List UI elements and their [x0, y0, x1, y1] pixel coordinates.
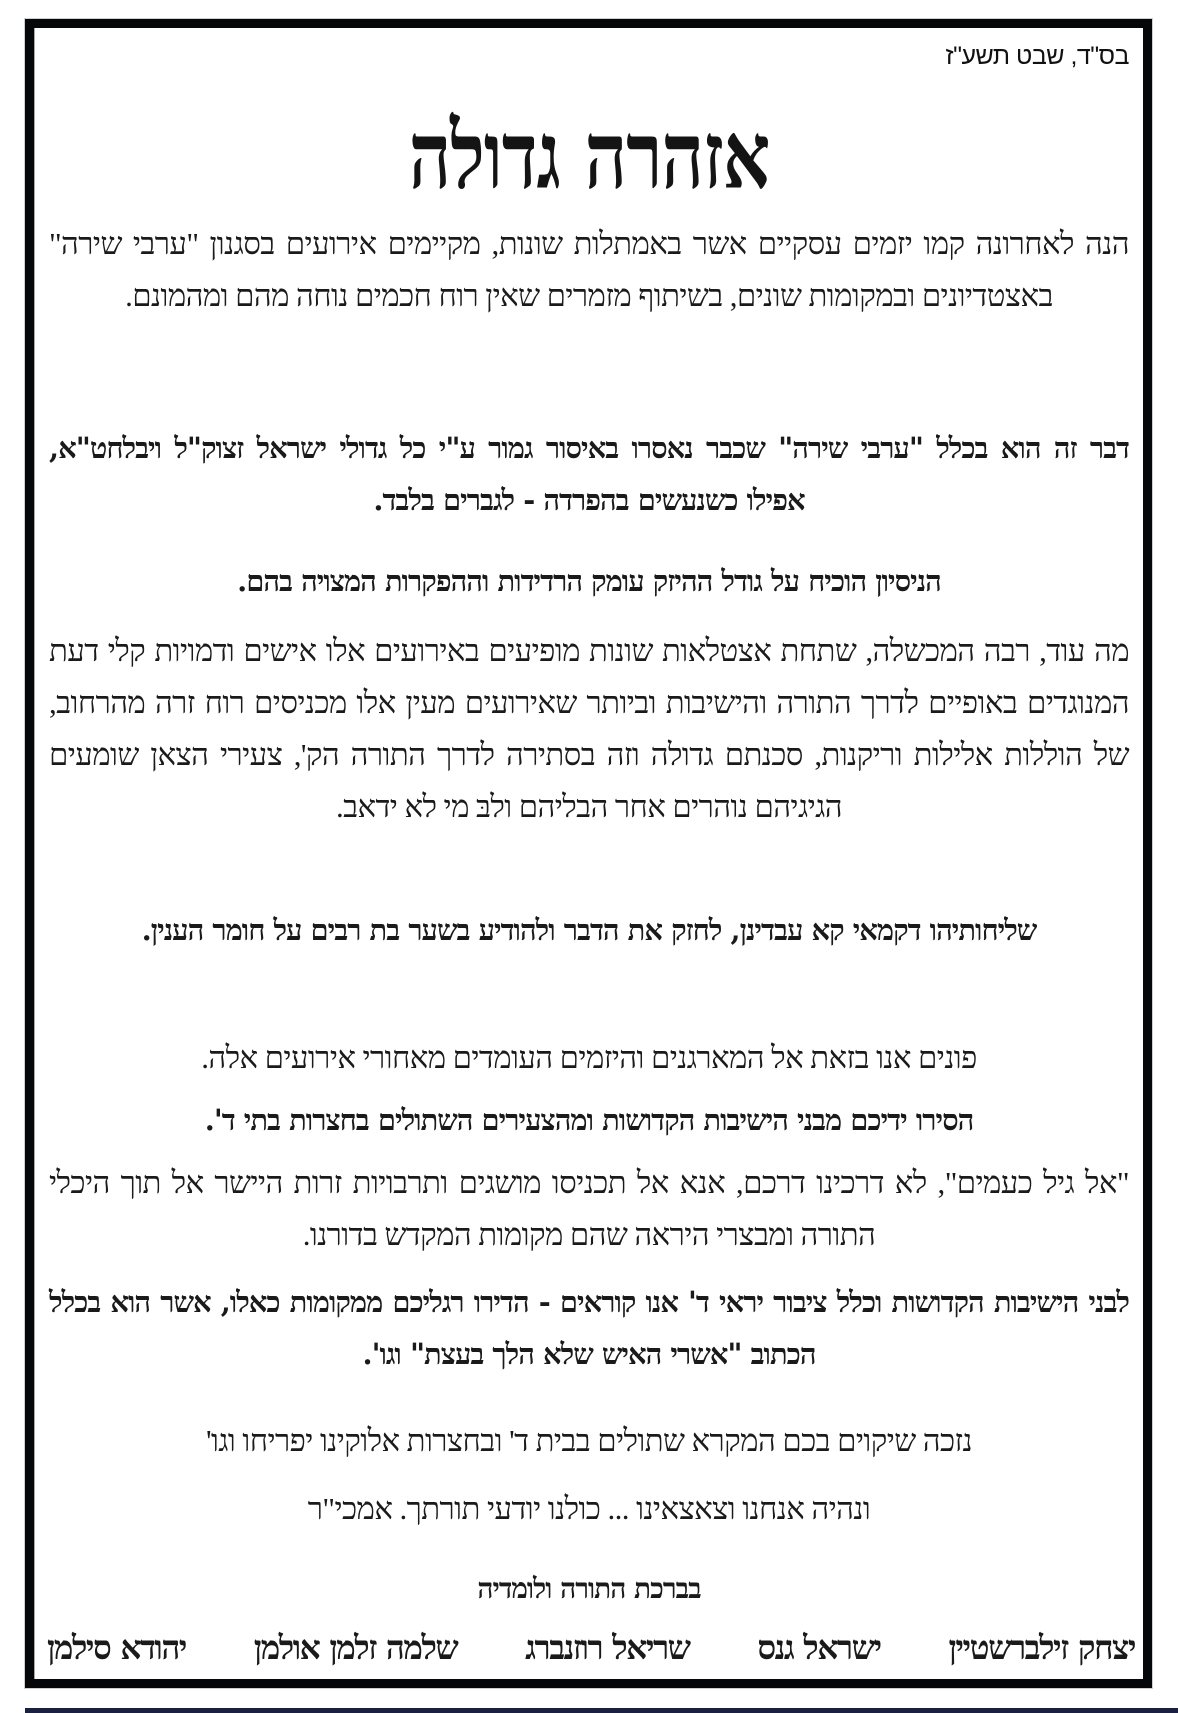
- paragraph-mission: שליחותיהו דקמאי קא עבדינן, לחזק את הדבר ולהודיע בשער בת רבים על חומר הענין.: [141, 913, 1037, 947]
- paragraph-intro: הנה לאחרונה קמו יזמים עסקיים אשר באמתלות שונות, מקיימים אירועים בסגנון "ערבי שירה" באצטדיונים ובמקומות שונים, בשיתוף מזמרים שאין רוח חכמים נוחה מהם ומהמונם.: [49, 226, 1129, 313]
- paragraph-remove-hands: הסירו ידיכם מבני הישיבות הקדושות ומהצעירים השתולים בחצרות בתי ד'.: [204, 1103, 974, 1137]
- paragraph-experience: הניסיון הוכיח על גודל ההיזק עומק הרדידות וההפקרות המצויה בהם.: [237, 564, 941, 598]
- paragraph-prohibition: דבר זה הוא בכלל "ערבי שירה" שכבר נאסרו באיסור גמור ע"י כל גדולי ישראל זצוק"ל ויבלחט"א, אפילו כשנעשים בהפרדה - לגברים בלבד.: [49, 431, 1129, 517]
- signatory-name: יצחק זילברשטיין: [948, 1628, 1135, 1667]
- header-date: בס"ד, שבט תשע"ז: [945, 42, 1129, 70]
- paragraph-concerns: מה עוד, רבה המכשלה, שתחת אצטלאות שונות מופיעים באירועים אלו אישים ודמויות קלי דעת המנוגדים באופיים לדרך התורה והישיבות וביותר שאירועים מעין אלו מכניסים רוח זרה מהרחוב, של הוללות אלילות וריקנות, סכנתם גדולה וזה בסתירה לדרך התורה הק', צעירי הצאן שומעים הגיגיהם נוהרים אחר הבליהם ולבּ מי לא ידאב.: [49, 633, 1129, 824]
- notice-frame-outer: [25, 19, 1152, 1688]
- closing-line: בברכת התורה ולומדיה: [477, 1572, 701, 1605]
- paragraph-foreign-culture: "אל גיל כעמים", לא דרכינו דרכם, אנא אל תכניסו מושגים ותרבויות זרות היישר אל תוך היכלי התורה ומבצרי היראה שהם מקומות המקדש בדורנו.: [49, 1165, 1129, 1252]
- signatory-name: יהודא סילמן: [47, 1628, 186, 1667]
- paragraph-call-to-students: לבני הישיבות הקדושות וכלל ציבור יראי ד' אנו קוראים - הדירו רגליכם ממקומות כאלו, אשר הוא בכלל הכתוב "אשרי האיש שלא הלך בעצת" וגו'.: [49, 1285, 1129, 1371]
- paragraph-appeal-organizers: פונים אנו בזאת אל המארגנים והיזמים העומדים מאחורי אירועים אלה.: [201, 1040, 977, 1075]
- signatory-name: שלמה זלמן אולמן: [253, 1628, 458, 1667]
- paragraph-blessing-1: נזכה שיקוים בכם המקרא שתולים בבית ד' ובחצרות אלוקינו יפריחו וגו': [205, 1423, 973, 1458]
- paragraph-blessing-2: ונהיה אנחנו וצאצאינו ... כולנו יודעי תורתך. אמכי"ר: [307, 1491, 871, 1526]
- signatory-name: ישראל גנס: [757, 1628, 881, 1667]
- signatories-row: [47, 1628, 1135, 1668]
- notice-title: אזהרה גדולה: [408, 102, 770, 210]
- signatory-name: שריאל רוזנברג: [525, 1628, 690, 1667]
- bottom-divider: [25, 1708, 1178, 1713]
- notice-body: [35, 28, 1143, 1679]
